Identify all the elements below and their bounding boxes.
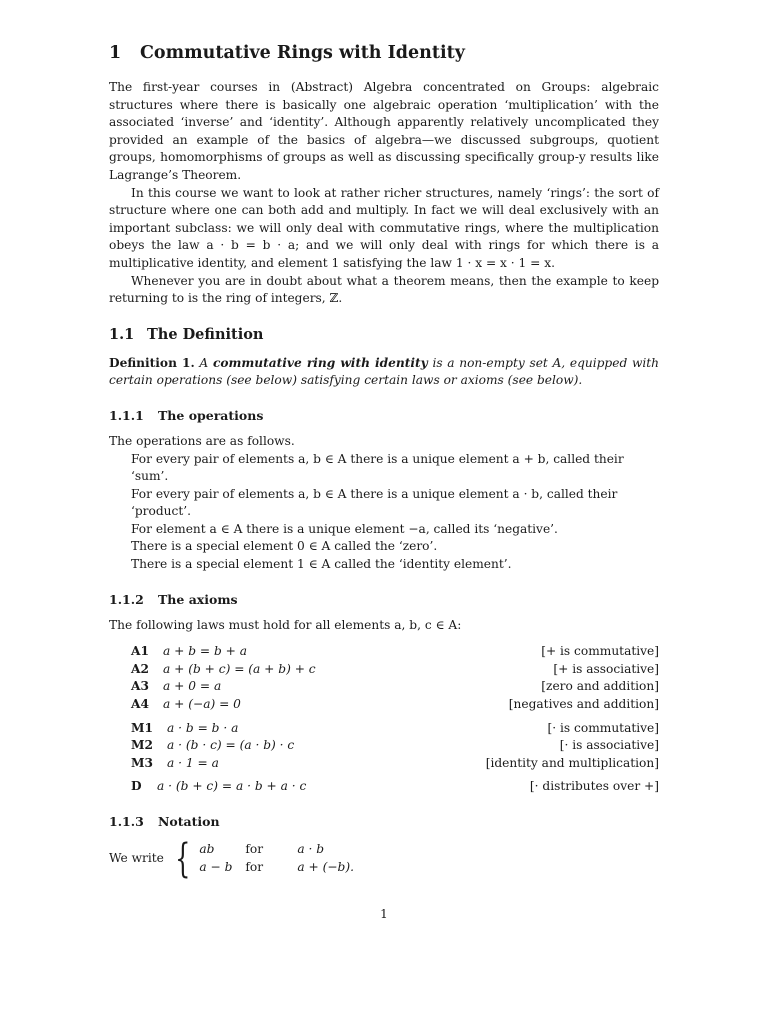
notation-block xyxy=(109,836,659,882)
axiom-row xyxy=(109,755,659,773)
definition-pre: A xyxy=(199,355,209,370)
definition-term: commutative ring with identity xyxy=(212,355,428,370)
operations-heading xyxy=(109,407,659,424)
section-heading xyxy=(109,42,659,64)
axiom-row xyxy=(109,778,659,796)
axioms-list xyxy=(109,643,659,796)
notation-table xyxy=(199,841,354,876)
axiom-code: A3 xyxy=(131,679,149,694)
notation-long: a + (−b). xyxy=(297,860,354,874)
axiom-code: M3 xyxy=(131,755,153,770)
axiom-name: [· is commutative] xyxy=(547,720,659,735)
axiom-law: a + b = b + a xyxy=(163,644,248,659)
notation-row xyxy=(199,859,354,877)
left-brace-icon: { xyxy=(174,836,191,882)
axiom-code: M2 xyxy=(131,738,153,753)
page-body xyxy=(109,30,660,882)
notation-row xyxy=(199,841,354,859)
axiom-law: a · b = b · a xyxy=(167,720,239,735)
axiom-law: a + (−a) = 0 xyxy=(163,697,241,712)
operation-item: For every pair of elements a, b ∈ A there is a unique element a + b, called their ‘sum’. xyxy=(131,451,624,484)
operation-item: For element a ∈ A there is a unique element −a, called its ‘negative’. xyxy=(131,521,558,536)
multiplicative-axioms xyxy=(109,720,659,773)
operations-intro: The operations are as follows. xyxy=(109,433,295,448)
subsection-heading xyxy=(109,325,659,344)
axioms-number: 1.1.2 xyxy=(109,591,144,607)
axiom-row xyxy=(109,678,659,696)
intro-paragraph-3: Whenever you are in doubt about what a theorem means, then the example to keep returning to is the ring of integers, ℤ. xyxy=(109,273,659,306)
distributive-axioms xyxy=(109,778,659,796)
operations-list xyxy=(109,433,659,574)
axiom-law: a · 1 = a xyxy=(167,755,219,770)
axiom-code: D xyxy=(131,779,142,794)
definition-label: Definition 1. xyxy=(109,355,195,370)
notation-for: for xyxy=(245,860,264,874)
axiom-name: [zero and addition] xyxy=(541,679,659,694)
operation-item: There is a special element 0 ∈ A called the ‘zero’. xyxy=(131,539,438,554)
axiom-name: [+ is associative] xyxy=(553,661,659,676)
axiom-law: a · (b + c) = a · b + a · c xyxy=(157,779,307,794)
axiom-code: A1 xyxy=(131,644,149,659)
axiom-name: [· distributes over +] xyxy=(529,779,659,794)
axiom-code: A4 xyxy=(131,697,149,712)
operations-number: 1.1.1 xyxy=(109,407,144,423)
operation-item: For every pair of elements a, b ∈ A there is a unique element a · b, called their ‘product’. xyxy=(131,486,618,519)
section-title: Commutative Rings with Identity xyxy=(140,43,465,63)
axiom-law: a + 0 = a xyxy=(163,679,222,694)
axiom-name: [identity and multiplication] xyxy=(485,755,659,770)
axiom-row xyxy=(109,643,659,661)
axioms-intro: The following laws must hold for all elements a, b, c ∈ A: xyxy=(109,617,462,632)
page-number: 1 xyxy=(380,907,388,921)
subsection-title: The Definition xyxy=(147,325,264,343)
notation-short: a − b xyxy=(199,860,233,874)
axiom-code: M1 xyxy=(131,720,153,735)
axiom-row xyxy=(109,661,659,679)
intro-paragraph-2: In this course we want to look at rather richer structures, namely ‘rings’: the sort of structure where one can both add and multiply. In fact we will deal exclusively with an important subclass: we will only deal with commutative rings, where the multiplication obeys the law a · b = b · a; and we will only deal with rings for which there is a multiplicative identity, and element 1 satisfying the law 1 · x = x · 1 = x. xyxy=(109,185,659,270)
axiom-row xyxy=(109,720,659,738)
notation-number: 1.1.3 xyxy=(109,814,144,829)
notation-for: for xyxy=(245,842,264,857)
axiom-law: a · (b · c) = (a · b) · c xyxy=(167,738,295,753)
definition xyxy=(109,355,659,390)
axiom-name: [· is associative] xyxy=(559,738,659,753)
axioms-title: The axioms xyxy=(158,591,238,607)
notation-long: a · b xyxy=(297,842,325,857)
notation-short: ab xyxy=(199,842,215,857)
axioms-heading xyxy=(109,591,659,608)
axiom-code: A2 xyxy=(131,661,149,676)
axiom-name: [negatives and addition] xyxy=(508,697,659,712)
definition-post: is a non-empty set A, equipped with certain operations (see below) satisfying certain laws or axioms (see below). xyxy=(109,355,660,388)
axiom-row xyxy=(109,696,659,714)
axiom-row xyxy=(109,737,659,755)
subsection-number: 1.1 xyxy=(109,325,135,343)
operation-item: There is a special element 1 ∈ A called the ‘identity element’. xyxy=(131,557,512,572)
notation-lead: We write xyxy=(109,851,164,866)
notation-heading xyxy=(109,813,659,830)
notation-title: Notation xyxy=(158,814,220,829)
intro-paragraph-1: The first-year courses in (Abstract) Algebra concentrated on Groups: algebraic structures where there is basically one algebraic operation ‘multiplication’ with the associated ‘inverse’ and ‘identity’. Although apparently relatively uncomplicated they provided an example of the basics of algebra—we discussed subgroups, quotient groups, homomorphisms of groups as well as discussing specifically group-y results like Lagrange’s Theorem. xyxy=(109,80,659,182)
axiom-name: [+ is commutative] xyxy=(541,644,659,659)
section-number: 1 xyxy=(109,43,122,63)
operations-title: The operations xyxy=(158,407,264,423)
additive-axioms xyxy=(109,643,659,713)
axiom-law: a + (b + c) = (a + b) + c xyxy=(163,661,316,676)
